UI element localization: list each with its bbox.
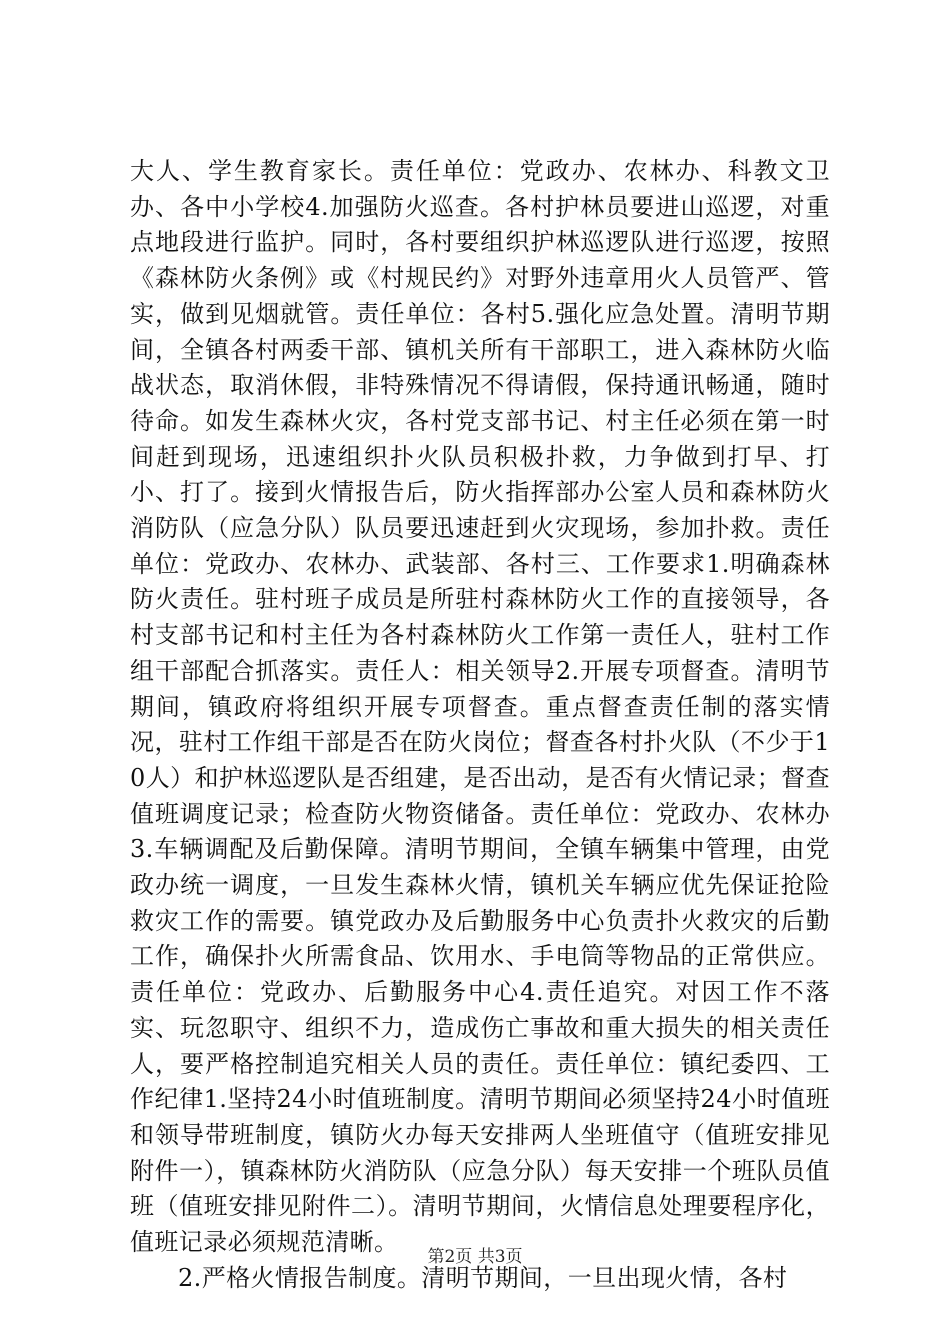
page-indicator: 第2页 共3页: [427, 1247, 523, 1267]
body-paragraph-2: 2.严格火情报告制度。清明节期间，一旦出现火情，各村: [178, 1263, 788, 1292]
page-footer: [0, 1242, 950, 1267]
body-paragraph-1: 大人、学生教育家长。责任单位：党政办、农林办、科教文卫办、各中小学校4.加强防火巡查。各村护林员要进山巡逻，对重点地段进行监护。同时，各村要组织护林巡逻队进行巡逻，按照《森林防火条例》或《村规民约》对野外违章用火人员管严、管实，做到见烟就管。责任单位：各村5.强化应急处置。清明节期间，全镇各村两委干部、镇机关所有干部职工，进入森林防火临战状态，取消休假，非特殊情况不得请假，保持通讯畅通，随时待命。如发生森林火灾，各村党支部书记、村主任必须在第一时间赶到现场，迅速组织扑火队员积极扑救，力争做到打早、打小、打了。接到火情报告后，防火指挥部办公室人员和森林防火消防队（应急分队）队员要迅速赶到火灾现场，参加扑救。责任单位：党政办、农林办、武装部、各村三、工作要求1.明确森林防火责任。驻村班子成员是所驻村森林防火工作的直接领导，各村支部书记和村主任为各村森林防火工作第一责任人，驻村工作组干部配合抓落实。责任人：相关领导2.开展专项督查。清明节期间，镇政府将组织开展专项督查。重点督查责任制的落实情况，驻村工作组干部是否在防火岗位；督查各村扑火队（不少于10人）和护林巡逻队是否组建，是否出动，是否有火情记录；督查值班调度记录；检查防火物资储备。责任单位：党政办、农林办3.车辆调配及后勤保障。清明节期间，全镇车辆集中管理，由党政办统一调度，一旦发生森林火情，镇机关车辆应优先保证抢险救灾工作的需要。镇党政办及后勤服务中心负责扑火救灾的后勤工作，确保扑火所需食品、饮用水、手电筒等物品的正常供应。责任单位：党政办、后勤服务中心4.责任追究。对因工作不落实、玩忽职守、组织不力，造成伤亡事故和重大损失的相关责任人，要严格控制追究相关人员的责任。责任单位：镇纪委四、工作纪律1.坚持24小时值班制度。清明节期间必须坚持24小时值班和领导带班制度，镇防火办每天安排两人坐班值守（值班安排见附件一），镇森林防火消防队（应急分队）每天安排一个班队员值班（值班安排见附件二）。清明节期间，火情信息处理要程序化，值班记录必须规范清晰。: [130, 157, 830, 1257]
document-body: [130, 154, 830, 1297]
